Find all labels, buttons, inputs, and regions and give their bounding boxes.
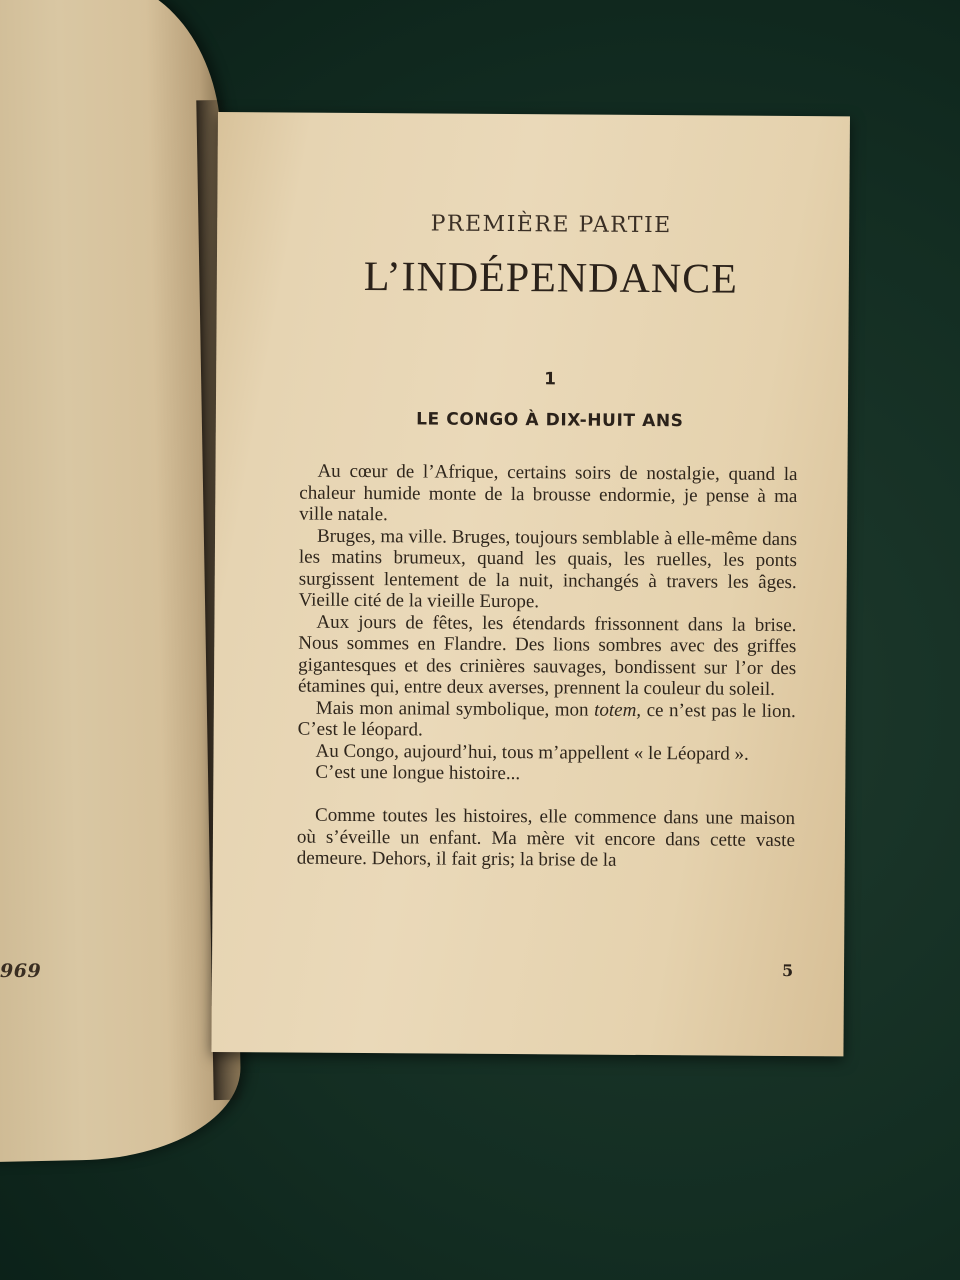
paragraph: Au Congo, aujourd’hui, tous m’appellent « le Léopard ». bbox=[315, 740, 749, 765]
italic-word: totem, bbox=[594, 699, 642, 721]
chapter-number: 1 bbox=[544, 369, 557, 390]
left-page-number: 969 bbox=[0, 960, 42, 982]
page-number: 5 bbox=[781, 960, 794, 981]
paragraph bbox=[298, 697, 796, 743]
paragraph: Aux jours de fêtes, les étendards frissonnent dans la brise. Nous sommes en Flandre. Des lions sombres avec des griffes gigantesques et des crinières sauvages, bondissent sur l’or des étamines qui, entre deux averses, prennent la couleur du soleil. bbox=[297, 611, 797, 700]
paragraph: Au cœur de l’Afrique, certains soirs de nostalgie, quand la chaleur humide monte de la brousse endormie, je pense à ma ville natale. bbox=[299, 460, 798, 526]
paragraph: Bruges, ma ville. Bruges, toujours semblable à elle-même dans les matins brumeux, quand les quais, les ruelles, les ponts surgissent lentement de la nuit, inchangés à travers les âges. Vieille cité de la vieille Europe. bbox=[298, 525, 798, 613]
right-page bbox=[211, 112, 850, 1056]
paragraph: Comme toutes les histoires, elle commence dans une maison où s’éveille un enfant. Ma mère vit encore dans cette vaste demeure. Dehors, il fait gris; la brise de la bbox=[296, 804, 796, 871]
book-title: L’INDÉPENDANCE bbox=[363, 254, 739, 303]
paragraph-text: Mais mon animal symbolique, mon bbox=[315, 697, 589, 721]
part-title: PREMIÈRE PARTIE bbox=[430, 211, 672, 239]
paragraph-text: ce n’est pas le lion. C’est le léopard. bbox=[297, 699, 796, 741]
paragraph: C’est une longue histoire... bbox=[315, 761, 521, 785]
chapter-title: LE CONGO À DIX-HUIT ANS bbox=[416, 409, 684, 432]
chapter-body-text bbox=[297, 461, 798, 873]
